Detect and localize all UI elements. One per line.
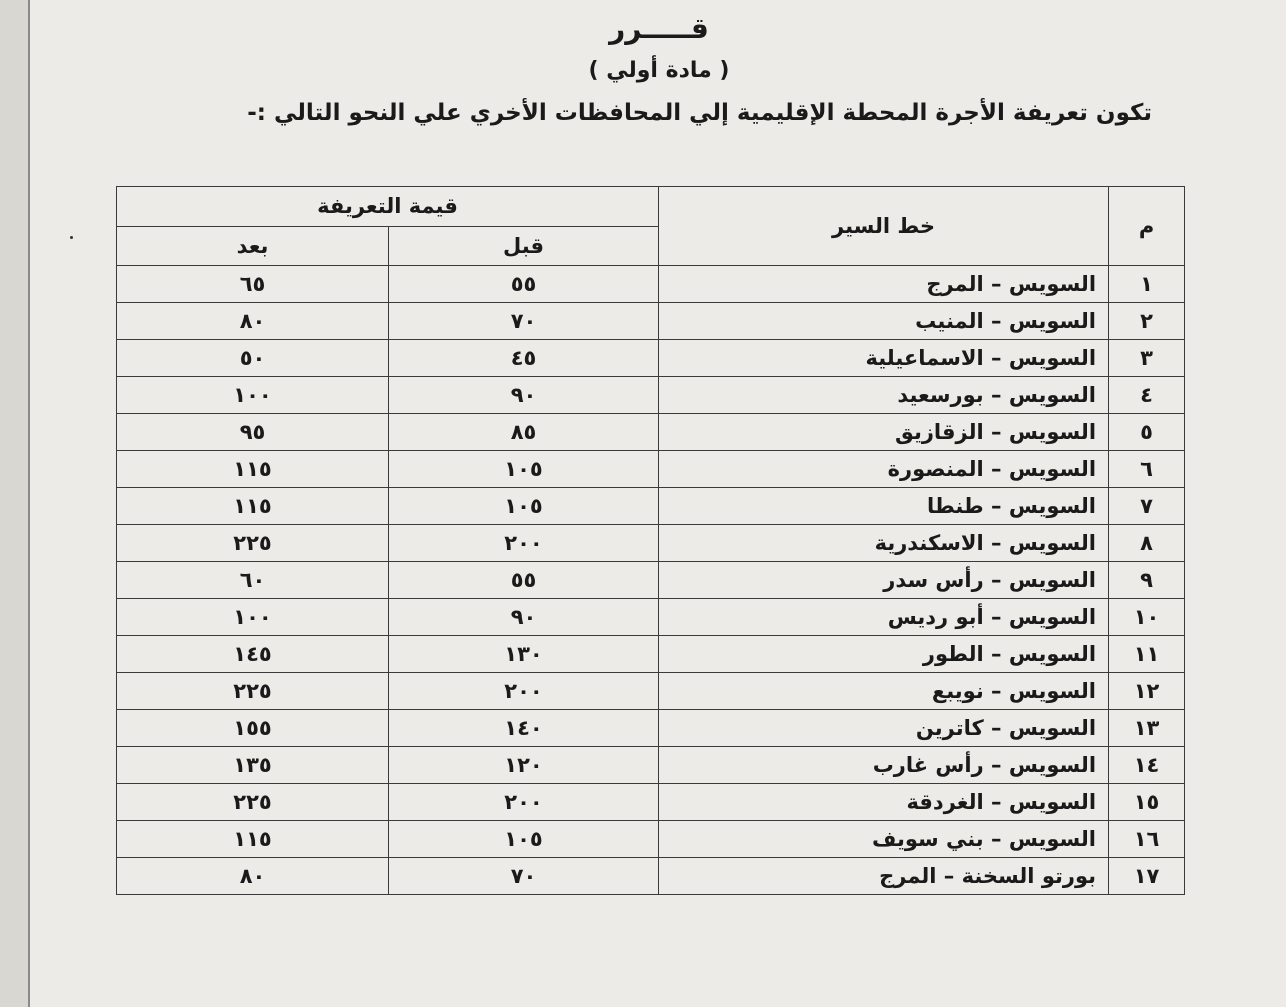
fare-after-cell: ٩٥ — [117, 414, 389, 451]
route-cell: السويس – أبو رديس — [659, 599, 1109, 636]
row-number: ١٥ — [1109, 784, 1185, 821]
fare-after-cell: ٦٥ — [117, 266, 389, 303]
fare-after-cell: ١٤٥ — [117, 636, 389, 673]
route-cell: السويس – طنطا — [659, 488, 1109, 525]
table-row — [117, 266, 1185, 303]
route-cell: السويس – رأس سدر — [659, 562, 1109, 599]
table-row — [117, 488, 1185, 525]
table-row — [117, 414, 1185, 451]
row-number: ٤ — [1109, 377, 1185, 414]
row-number: ٦ — [1109, 451, 1185, 488]
fare-after-cell: ١٠٠ — [117, 377, 389, 414]
fare-before-cell: ١٣٠ — [389, 636, 659, 673]
table-row — [117, 821, 1185, 858]
fare-before-cell: ٩٠ — [389, 599, 659, 636]
fare-after-cell: ٢٢٥ — [117, 673, 389, 710]
table-row — [117, 747, 1185, 784]
paper-speck — [70, 236, 73, 239]
fare-before-cell: ٧٠ — [389, 303, 659, 340]
header-before: قبل — [389, 226, 659, 266]
fare-after-cell: ١١٥ — [117, 488, 389, 525]
article-label: ( مادة أولي ) — [588, 58, 730, 83]
table-row — [117, 599, 1185, 636]
route-cell: السويس – الغردقة — [659, 784, 1109, 821]
fare-before-cell: ١٠٥ — [389, 488, 659, 525]
fare-after-cell: ١١٥ — [117, 451, 389, 488]
route-cell: بورتو السخنة – المرج — [659, 858, 1109, 895]
fare-after-cell: ٥٠ — [117, 340, 389, 377]
row-number: ١ — [1109, 266, 1185, 303]
row-number: ٧ — [1109, 488, 1185, 525]
fare-after-cell: ٨٠ — [117, 858, 389, 895]
table-row — [117, 525, 1185, 562]
row-number: ١٧ — [1109, 858, 1185, 895]
fare-before-cell: ٥٥ — [389, 562, 659, 599]
fare-after-cell: ٦٠ — [117, 562, 389, 599]
table-row — [117, 784, 1185, 821]
fare-table — [116, 186, 1185, 895]
table-row — [117, 673, 1185, 710]
fare-after-cell: ١١٥ — [117, 821, 389, 858]
fare-after-cell: ١٥٥ — [117, 710, 389, 747]
table-row — [117, 451, 1185, 488]
fare-before-cell: ٩٠ — [389, 377, 659, 414]
fare-after-cell: ٢٢٥ — [117, 525, 389, 562]
header-after: بعد — [117, 226, 389, 266]
fare-after-cell: ١٠٠ — [117, 599, 389, 636]
route-cell: السويس – الطور — [659, 636, 1109, 673]
row-number: ٨ — [1109, 525, 1185, 562]
table-row — [117, 710, 1185, 747]
header-fare-group: قيمة التعريفة — [117, 187, 659, 227]
fare-after-cell: ٢٢٥ — [117, 784, 389, 821]
fare-before-cell: ٢٠٠ — [389, 525, 659, 562]
table-row — [117, 340, 1185, 377]
fare-before-cell: ١٤٠ — [389, 710, 659, 747]
fare-after-cell: ٨٠ — [117, 303, 389, 340]
fare-before-cell: ٧٠ — [389, 858, 659, 895]
row-number: ٥ — [1109, 414, 1185, 451]
fare-before-cell: ٢٠٠ — [389, 673, 659, 710]
row-number: ١٣ — [1109, 710, 1185, 747]
fare-before-cell: ١٠٥ — [389, 451, 659, 488]
fare-before-cell: ١٢٠ — [389, 747, 659, 784]
route-cell: السويس – الزقازيق — [659, 414, 1109, 451]
route-cell: السويس – نويبع — [659, 673, 1109, 710]
fare-before-cell: ١٠٥ — [389, 821, 659, 858]
row-number: ٩ — [1109, 562, 1185, 599]
route-cell: السويس – بني سويف — [659, 821, 1109, 858]
table-row — [117, 303, 1185, 340]
table-row — [117, 562, 1185, 599]
route-cell: السويس – الاسماعيلية — [659, 340, 1109, 377]
row-number: ٢ — [1109, 303, 1185, 340]
document-title: قـــــرر — [609, 12, 709, 45]
header-num: م — [1109, 187, 1185, 266]
header-route: خط السير — [659, 187, 1109, 266]
route-cell: السويس – بورسعيد — [659, 377, 1109, 414]
intro-paragraph: تكون تعريفة الأجرة المحطة الإقليمية إلي المحافظات الأخري علي النحو التالي :- — [247, 100, 1152, 126]
row-number: ١٤ — [1109, 747, 1185, 784]
route-cell: السويس – رأس غارب — [659, 747, 1109, 784]
row-number: ١٠ — [1109, 599, 1185, 636]
route-cell: السويس – المنيب — [659, 303, 1109, 340]
fare-before-cell: ٤٥ — [389, 340, 659, 377]
table-row — [117, 377, 1185, 414]
row-number: ١٦ — [1109, 821, 1185, 858]
fare-before-cell: ٨٥ — [389, 414, 659, 451]
route-cell: السويس – كاترين — [659, 710, 1109, 747]
row-number: ١١ — [1109, 636, 1185, 673]
fare-before-cell: ٥٥ — [389, 266, 659, 303]
route-cell: السويس – المرج — [659, 266, 1109, 303]
table-row — [117, 858, 1185, 895]
route-cell: السويس – المنصورة — [659, 451, 1109, 488]
row-number: ١٢ — [1109, 673, 1185, 710]
row-number: ٣ — [1109, 340, 1185, 377]
table-row — [117, 636, 1185, 673]
fare-after-cell: ١٣٥ — [117, 747, 389, 784]
route-cell: السويس – الاسكندرية — [659, 525, 1109, 562]
document-page — [28, 0, 1286, 1007]
fare-before-cell: ٢٠٠ — [389, 784, 659, 821]
